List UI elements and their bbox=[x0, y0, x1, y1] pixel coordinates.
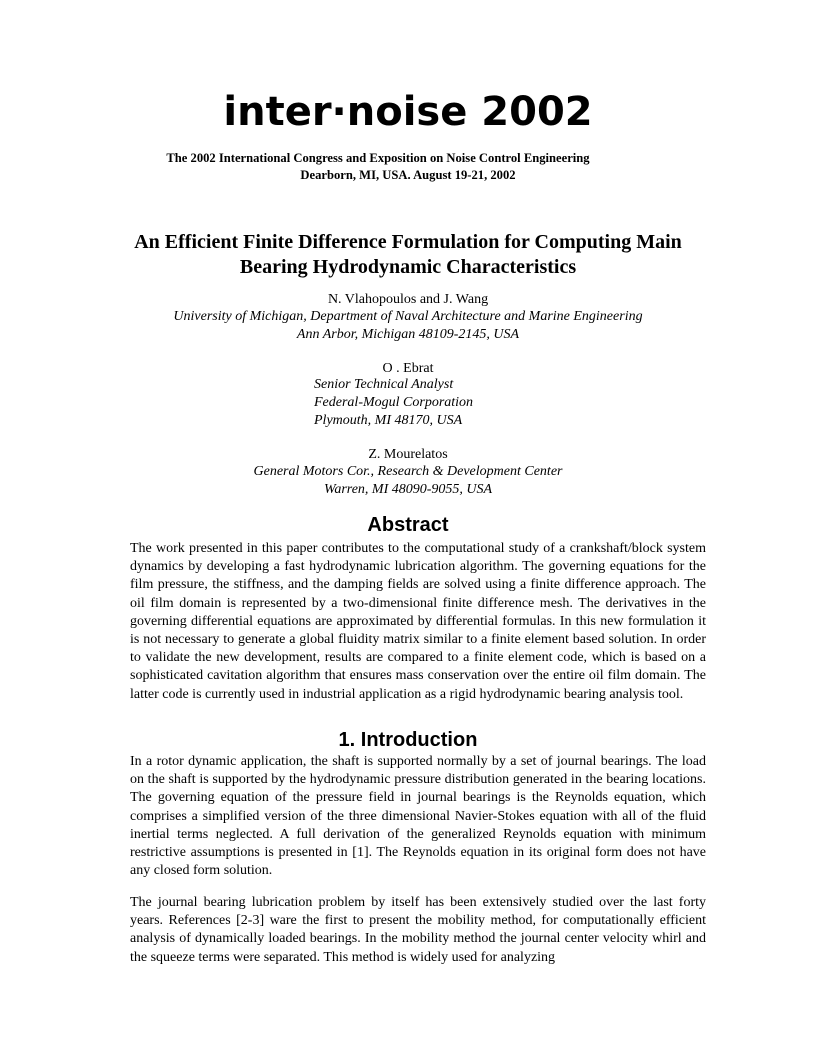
author-affiliation-2-line1: Senior Technical Analyst bbox=[314, 377, 454, 392]
introduction-heading: 1. Introduction bbox=[338, 729, 478, 751]
author-names-1: N. Vlahopoulos and J. Wang bbox=[327, 292, 489, 307]
author-affiliation-2-line3: Plymouth, MI 48170, USA bbox=[314, 413, 463, 428]
conference-logo: inter·noise 2002 bbox=[223, 89, 593, 135]
author-affiliation-3-line1: General Motors Cor., Research & Development Center bbox=[253, 464, 563, 479]
author-names-3: Z. Mourelatos bbox=[368, 447, 448, 462]
congress-location-date: Dearborn, MI, USA. August 19-21, 2002 bbox=[300, 168, 516, 182]
congress-name: The 2002 International Congress and Exposition on Noise Control Engineering bbox=[166, 151, 590, 165]
author-affiliation-1-line2: Ann Arbor, Michigan 48109-2145, USA bbox=[296, 327, 520, 342]
author-affiliation-2-line2: Federal-Mogul Corporation bbox=[314, 395, 474, 410]
abstract-text: The work presented in this paper contributes to the computational study of a crankshaft/block system dynamics by developing a fast hydrodynamic lubrication algorithm. The governing equations for the film pressure, the stiffness, and the damping fields are solved using a finite difference approach. The oil film domain is represented by a two-dimensional finite difference mesh. The derivatives in the governing differential equations are approximated by differential formulas. In this new formulation it is not necessary to generate a global fluidity matrix similar to a finite element based solution. In order to validate the new development, results are compared to a finite element code, which is based on a sophisticated cavitation algorithm that ensures mass conservation over the entire oil film domain. The latter code is currently used in industrial application as a rigid hydrodynamic bearing analysis tool. bbox=[130, 541, 706, 702]
introduction-paragraph-1: In a rotor dynamic application, the shaft is supported normally by a set of journal bearings. The load on the shaft is supported by the hydrodynamic pressure distribution generated in the bearing locations. The governing equation of the pressure field in journal bearings is the Reynolds equation, which comprises a simplified version of the three dimensional Navier-Stokes equation with all of the fluid inertial terms neglected. A full derivation of the generalized Reynolds equation with minimum restrictive assumptions is presented in [1]. The Reynolds equation in its original form does not have any closed form solution. bbox=[130, 754, 706, 879]
author-names-2: O . Ebrat bbox=[382, 361, 434, 376]
introduction-paragraph-2: The journal bearing lubrication problem by itself has been extensively studied over the last forty years. References [2-3] ware the first to present the mobility method, for computationally efficient analysis of dynamically loaded bearings. In the mobility method the journal center velocity whirl and the squeeze terms were separated. This method is widely used for analyzing bbox=[130, 895, 706, 965]
author-affiliation-3-line2: Warren, MI 48090-9055, USA bbox=[323, 482, 493, 497]
abstract-heading: Abstract bbox=[367, 514, 449, 536]
paper-title-line1: An Efficient Finite Difference Formulation for Computing Main bbox=[134, 231, 682, 253]
author-affiliation-1-line1: University of Michigan, Department of Naval Architecture and Marine Engineering bbox=[173, 309, 643, 324]
paper-title-line2: Bearing Hydrodynamic Characteristics bbox=[239, 256, 577, 278]
